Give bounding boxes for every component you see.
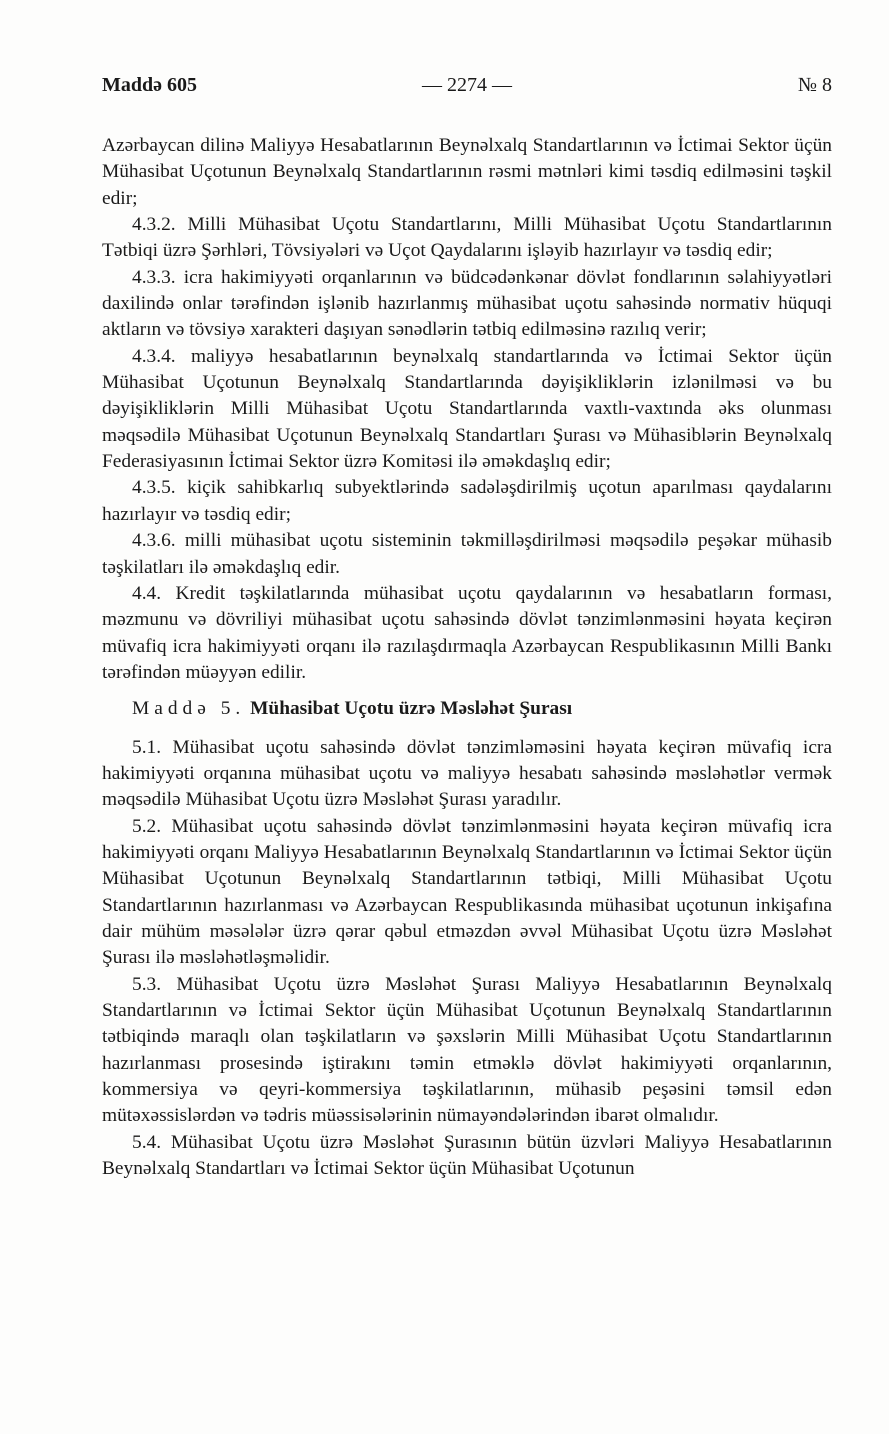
paragraph-5-1: 5.1. Mühasibat uçotu sahəsində dövlət tənzimləməsini həyata keçirən müvafiq icra hakimiyyəti orqanına mühasibat uçotu və maliyyə hesabatı sahəsində məsləhətlər vermək məqsədilə Mühasibat Uçotu üzrə Məsləhət Şurası yaradılır. (102, 736, 832, 811)
page-number: — 2274 — (422, 74, 512, 96)
article-label: Maddə 5. (132, 698, 246, 720)
article-heading (102, 696, 832, 722)
paragraph-4-3-4: 4.3.4. maliyyə hesabatlarının beynəlxalq standartlarında və İctimai Sektor üçün Mühasibat Uçotunun Beynəlxalq Standartlarında dəyişikliklərin izlənilməsi və bu dəyişikliklərin Milli Mühasibat Uçotu Standartlarında vaxtlı-vaxtında əks olunması məqsədilə Mühasibat Uçotunun Beynəlxalq Standartları Şurası və Mühasiblərin Beynəlxalq Federasiyasının İctimai Sektor üzrə Komitəsi ilə əməkdaşlıq edir; (102, 345, 832, 473)
page-header (102, 74, 832, 104)
paragraph-5-3: 5.3. Mühasibat Uçotu üzrə Məsləhət Şurası Maliyyə Hesabatlarının Beynəlxalq Standartlarının və İctimai Sektor üçün Mühasibat Uçotunun Beynəlxalq Standartlarının tətbiqində maraqlı olan təşkilatların və şəxslərin Milli Mühasibat Uçotu Standartlarının hazırlanması prosesində iştirakını təmin etməklə dövlət hakimiyyəti orqanlarının, kommersiya və qeyri-kommersiya təşkilatlarının, mühasib peşəsini təmsil edən mütəxəssislərdən və tədris müəssisələrinin nümayəndələrindən ibarət olmalıdır. (102, 973, 832, 1127)
paragraph-5-4: 5.4. Mühasibat Uçotu üzrə Məsləhət Şurasının bütün üzvləri Maliyyə Hesabatlarının Beynəlxalq Standartları və İctimai Sektor üçün Mühasibat Uçotunun (102, 1131, 832, 1180)
paragraph-4-3-2: 4.3.2. Milli Mühasibat Uçotu Standartlarını, Milli Mühasibat Uçotu Standartlarının Tətbiqi üzrə Şərhləri, Tövsiyələri və Uçot Qaydalarını işləyib hazırlayır və təsdiq edir; (102, 214, 832, 262)
paragraph-4-4: 4.4. Kredit təşkilatlarında mühasibat uçotu qaydalarının və hesabatların forması, məzmunu və dövriliyi mühasibat uçotu sahəsində dövlət tənzimlənməsini həyata keçirən müvafiq icra hakimiyyəti orqanı ilə razılaşdırmaqla Azərbaycan Respublikasının Milli Bankı tərəfindən müəyyən edilir. (102, 582, 832, 683)
issue-number: № 8 (797, 74, 832, 96)
article-reference: Maddə 605 (102, 74, 197, 96)
paragraph-4-3-6: 4.3.6. milli mühasibat uçotu sisteminin təkmilləşdirilməsi məqsədilə peşəkar mühasib təşkilatları ilə əməkdaşlıq edir. (102, 530, 832, 578)
paragraph-continuation: Azərbaycan dilinə Maliyyə Hesabatlarının Beynəlxalq Standartlarının və İctimai Sektor üçün Mühasibat Uçotunun Beynəlxalq Standartlarının rəsmi mətnləri kimi təsdiq edilməsini təşkil edir; (102, 135, 832, 209)
paragraph-4-3-3: 4.3.3. icra hakimiyyəti orqanlarının və büdcədənkənar dövlət fondlarının səlahiyyətləri daxilində onlar tərəfindən işlənib hazırlanmış mühasibat uçotu sahəsində normativ hüquqi aktların və tövsiyə xarakteri daşıyan sənədlərin tətbiq edilməsinə razılıq verir; (102, 266, 832, 341)
paragraph-4-3-5: 4.3.5. kiçik sahibkarlıq subyektlərində sadələşdirilmiş uçotun aparılması qaydalarını hazırlayır və təsdiq edir; (102, 477, 832, 525)
paragraph-5-2: 5.2. Mühasibat uçotu sahəsində dövlət tənzimlənməsini həyata keçirən müvafiq icra hakimiyyəti orqanı Maliyyə Hesabatlarının Beynəlxalq Standartlarının və İctimai Sektor üçün Mühasibat Uçotunun Beynəlxalq Standartlarının tətbiqi, Milli Mühasibat Uçotu Standartlarının hazırlanması və Azərbaycan Respublikasında mühasibat uçotunun inkişafına dair mühüm məsələlər üzrə qərar qəbul etməzdən əvvəl Mühasibat Uçotu üzrə Məsləhət Şurası ilə məsləhətləşməlidir. (102, 815, 832, 969)
article-title: Mühasibat Uçotu üzrə Məsləhət Şurası (250, 698, 573, 720)
document-body (102, 133, 832, 1182)
